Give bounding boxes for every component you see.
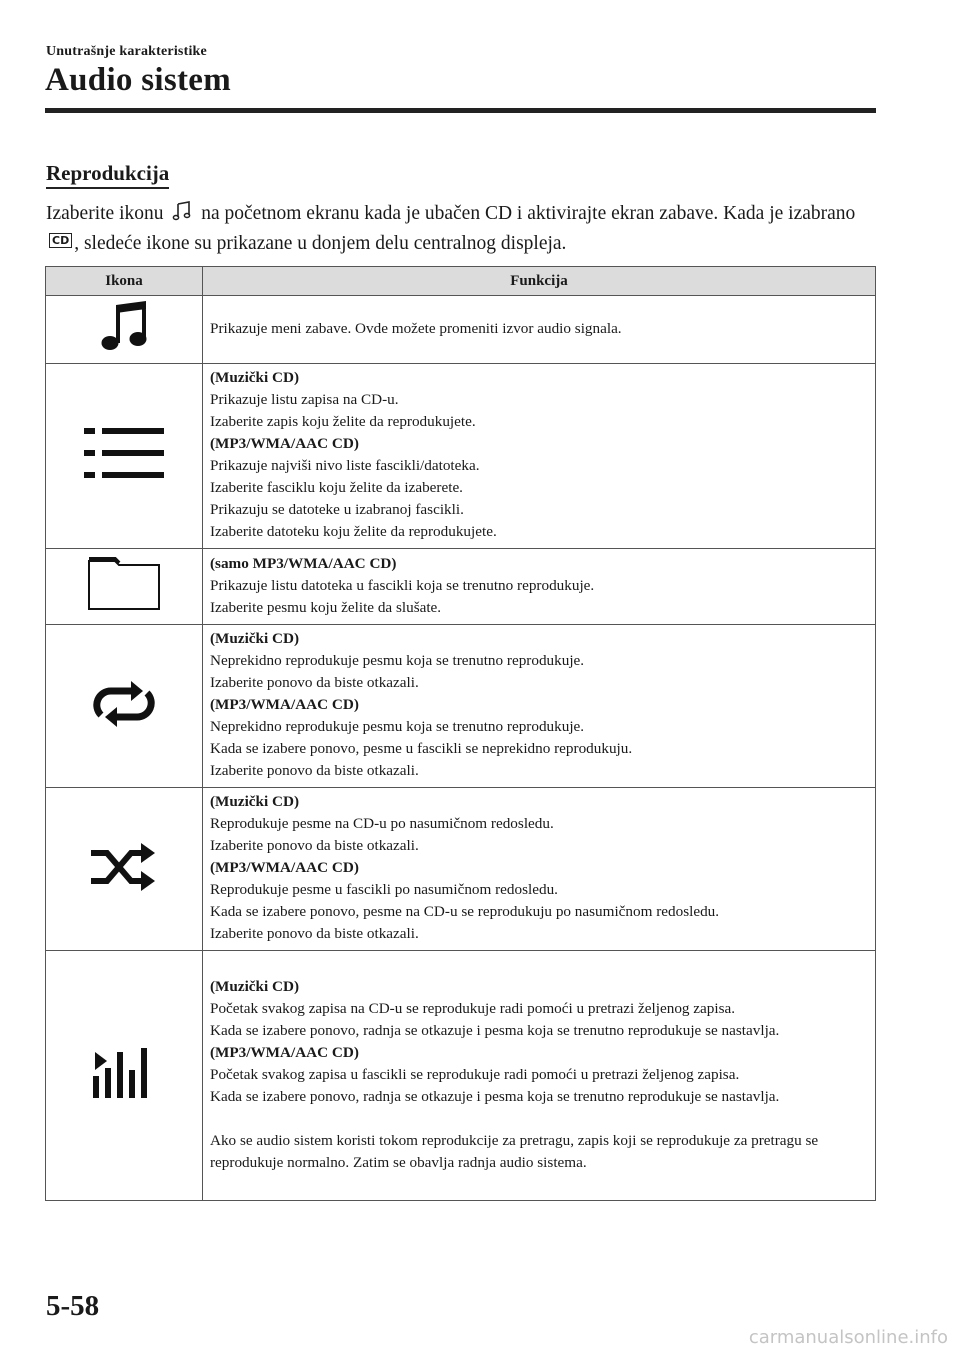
function-line: (samo MP3/WMA/AAC CD) xyxy=(210,554,397,572)
function-line: Izaberite ponovo da biste otkazali. xyxy=(210,762,419,779)
icon-cell xyxy=(46,625,203,788)
title-rule xyxy=(45,108,876,113)
function-line: Prikazuje najviši nivo liste fascikli/datoteka. xyxy=(210,457,480,474)
watermark: carmanualsonline.info xyxy=(748,1327,948,1348)
function-line: (Muzički CD) xyxy=(210,630,299,647)
function-line: (MP3/WMA/AAC CD) xyxy=(210,859,359,876)
intro-paragraph xyxy=(46,199,876,259)
chapter-label: Unutrašnje karakteristike xyxy=(46,44,207,59)
function-line: Izaberite ponovo da biste otkazali. xyxy=(210,837,419,854)
function-line: Izaberite datoteku koju želite da reprodukujete. xyxy=(210,523,497,540)
icon-cell xyxy=(46,549,203,625)
function-line: Kada se izabere ponovo, pesme na CD-u se reprodukuju po nasumičnom redosledu. xyxy=(210,903,720,920)
function-cell xyxy=(203,951,876,1201)
function-line: (MP3/WMA/AAC CD) xyxy=(210,696,359,713)
music-note-icon xyxy=(94,297,154,357)
icon-cell xyxy=(46,951,203,1201)
icon-function-table xyxy=(45,266,876,1201)
page-title: Audio sistem xyxy=(45,62,232,98)
function-line: Prikazuju se datoteke u izabranoj fascikli. xyxy=(210,501,464,518)
function-cell xyxy=(203,625,876,788)
function-line: Reprodukuje pesme na CD-u po nasumičnom redosledu. xyxy=(210,815,554,832)
intro-text-1: Izaberite ikonu xyxy=(46,203,164,224)
folder-icon xyxy=(87,557,161,611)
function-line: Izaberite zapis koju želite da reprodukujete. xyxy=(210,413,476,430)
icon-cell xyxy=(46,296,203,364)
function-cell xyxy=(203,788,876,951)
function-line: Kada se izabere ponovo, pesme u fascikli se neprekidno reprodukuju. xyxy=(210,740,633,757)
function-line: Neprekidno reprodukuje pesmu koja se trenutno reprodukuje. xyxy=(210,652,585,669)
function-line: Početak svakog zapisa na CD-u se reprodukuje radi pomoći u pretrazi željenog zapisa. xyxy=(210,999,736,1017)
function-line: Izaberite ponovo da biste otkazali. xyxy=(210,674,419,691)
function-line: Kada se izabere ponovo, radnja se otkazuje i pesma koja se trenutno reprodukuje se nastavlja. xyxy=(210,1087,780,1105)
function-line: (Muzički CD) xyxy=(210,977,299,995)
function-cell xyxy=(203,296,876,364)
intro-text-2: na početnom ekranu kada je ubačen CD i aktivirajte ekran zabave. Kada je izabrano xyxy=(201,203,856,224)
shuffle-icon xyxy=(89,842,159,892)
table-row xyxy=(46,788,876,951)
function-line: Izaberite fasciklu koju želite da izaberete. xyxy=(210,479,463,496)
function-cell xyxy=(203,549,876,625)
music-note-icon xyxy=(171,200,193,222)
function-line: Prikazuje listu zapisa na CD-u. xyxy=(210,391,399,408)
intro-text-3: , sledeće ikone su prikazane u donjem delu centralnog displeja. xyxy=(74,233,567,254)
section-title: Reprodukcija xyxy=(46,160,169,189)
function-line: Početak svakog zapisa u fascikli se reprodukuje radi pomoći u pretrazi željenog zapisa. xyxy=(210,1065,740,1083)
table-row xyxy=(46,549,876,625)
table-row xyxy=(46,296,876,364)
repeat-icon xyxy=(91,679,157,729)
function-line: Neprekidno reprodukuje pesmu koja se trenutno reprodukuje. xyxy=(210,718,585,735)
table-row xyxy=(46,625,876,788)
list-icon xyxy=(84,426,164,482)
function-line: Prikazuje listu datoteka u fascikli koja se trenutno reprodukuje. xyxy=(210,576,595,594)
icon-cell xyxy=(46,364,203,549)
function-line: Izaberite pesmu koju želite da slušate. xyxy=(210,598,442,616)
icon-cell xyxy=(46,788,203,951)
table-row xyxy=(46,951,876,1201)
table-row xyxy=(46,364,876,549)
header-ikona: Ikona xyxy=(46,267,203,296)
function-line: (Muzički CD) xyxy=(210,793,299,810)
function-line: (MP3/WMA/AAC CD) xyxy=(210,1043,359,1061)
function-line: Prikazuje meni zabave. Ovde možete promeniti izvor audio signala. xyxy=(210,319,622,337)
function-cell xyxy=(203,364,876,549)
function-line: Reprodukuje pesme u fascikli po nasumičnom redosledu. xyxy=(210,881,558,898)
cd-icon: CD xyxy=(49,233,72,248)
function-line: Izaberite ponovo da biste otkazali. xyxy=(210,925,419,942)
function-line: Kada se izabere ponovo, radnja se otkazuje i pesma koja se trenutno reprodukuje se nastavlja. xyxy=(210,1021,780,1039)
function-line: Ako se audio sistem koristi tokom reprodukcije za pretragu, zapis koji se reprodukuje za pretragu se reprodukuje normalno. Zatim se obavlja radnja audio sistema. xyxy=(210,1131,819,1171)
function-line: (MP3/WMA/AAC CD) xyxy=(210,435,359,452)
function-line: (Muzički CD) xyxy=(210,369,299,386)
scan-icon xyxy=(93,1048,155,1098)
function-line xyxy=(210,1108,867,1130)
page-number: 5-58 xyxy=(46,1290,100,1322)
table-header-row xyxy=(46,267,876,296)
header-funkcija: Funkcija xyxy=(203,267,876,296)
